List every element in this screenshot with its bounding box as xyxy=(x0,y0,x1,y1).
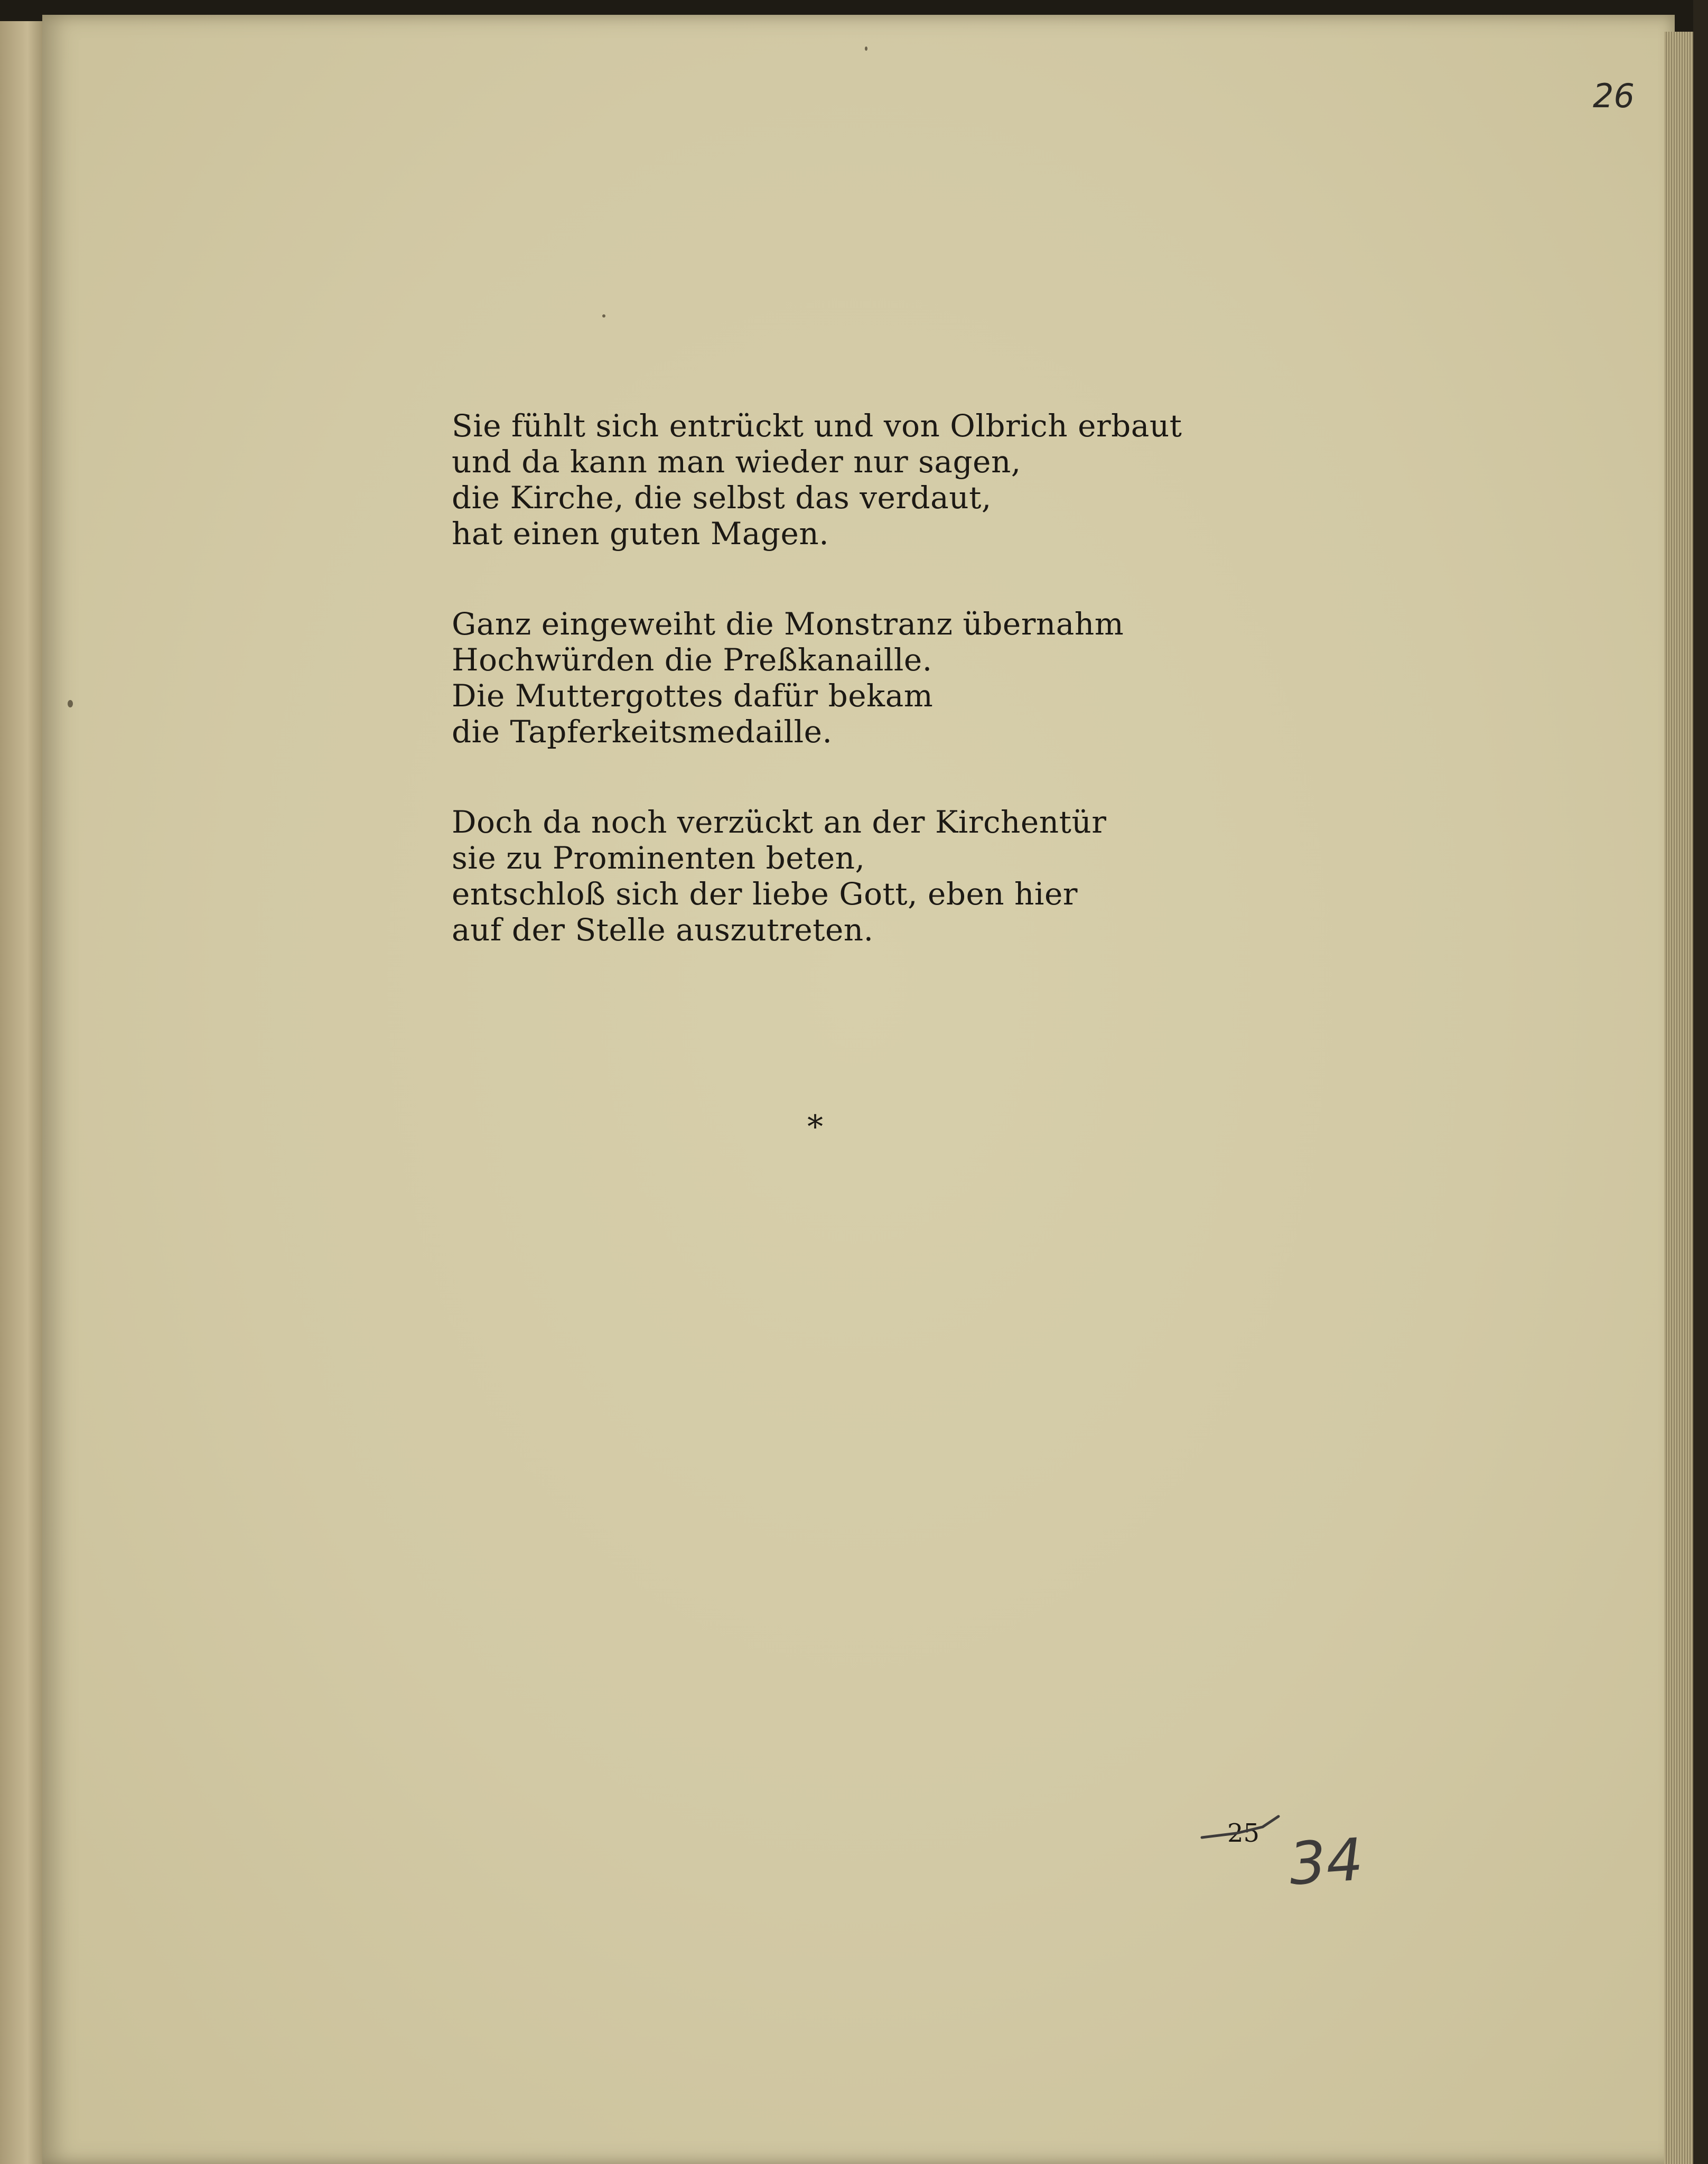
page-stack-edge xyxy=(1664,32,1696,2164)
poem-line: und da kann man wieder nur sagen, xyxy=(452,444,1021,480)
poem-line: hat einen guten Magen. xyxy=(452,516,829,552)
poem-line: auf der Stelle auszutreten. xyxy=(452,912,874,948)
handwritten-page-number: 34 xyxy=(1286,1825,1366,1898)
book-page xyxy=(42,15,1675,2164)
handwritten-folio-number: 26 xyxy=(1593,77,1635,115)
binding-edge xyxy=(1693,0,1708,2164)
stanza-3 xyxy=(452,804,1244,948)
paper-speck xyxy=(865,46,867,51)
pencil-strike-mark xyxy=(1199,1812,1289,1844)
printed-page-number: 25 xyxy=(1227,1818,1260,1848)
stanza-2 xyxy=(452,606,1244,750)
poem-line: Sie fühlt sich entrückt und von Olbrich erbaut xyxy=(452,408,1182,444)
paper-speck xyxy=(68,700,73,707)
poem-line: Doch da noch verzückt an der Kirchentür xyxy=(452,804,1107,840)
stanza-1 xyxy=(452,408,1244,552)
poem-line: Hochwürden die Preßkanaille. xyxy=(452,642,932,678)
poem-line: die Tapferkeitsmedaille. xyxy=(452,714,833,750)
poem-line: die Kirche, die selbst das verdaut, xyxy=(452,480,992,516)
poem-line: entschloß sich der liebe Gott, eben hier xyxy=(452,876,1078,912)
poem-line: sie zu Prominenten beten, xyxy=(452,840,865,876)
poem-line: Ganz eingeweiht die Monstranz übernahm xyxy=(452,606,1124,642)
poem-line: Die Muttergottes dafür bekam xyxy=(452,678,934,714)
paper-speck xyxy=(602,314,605,318)
section-separator: * xyxy=(807,1108,823,1145)
poem-body xyxy=(452,408,1244,1002)
